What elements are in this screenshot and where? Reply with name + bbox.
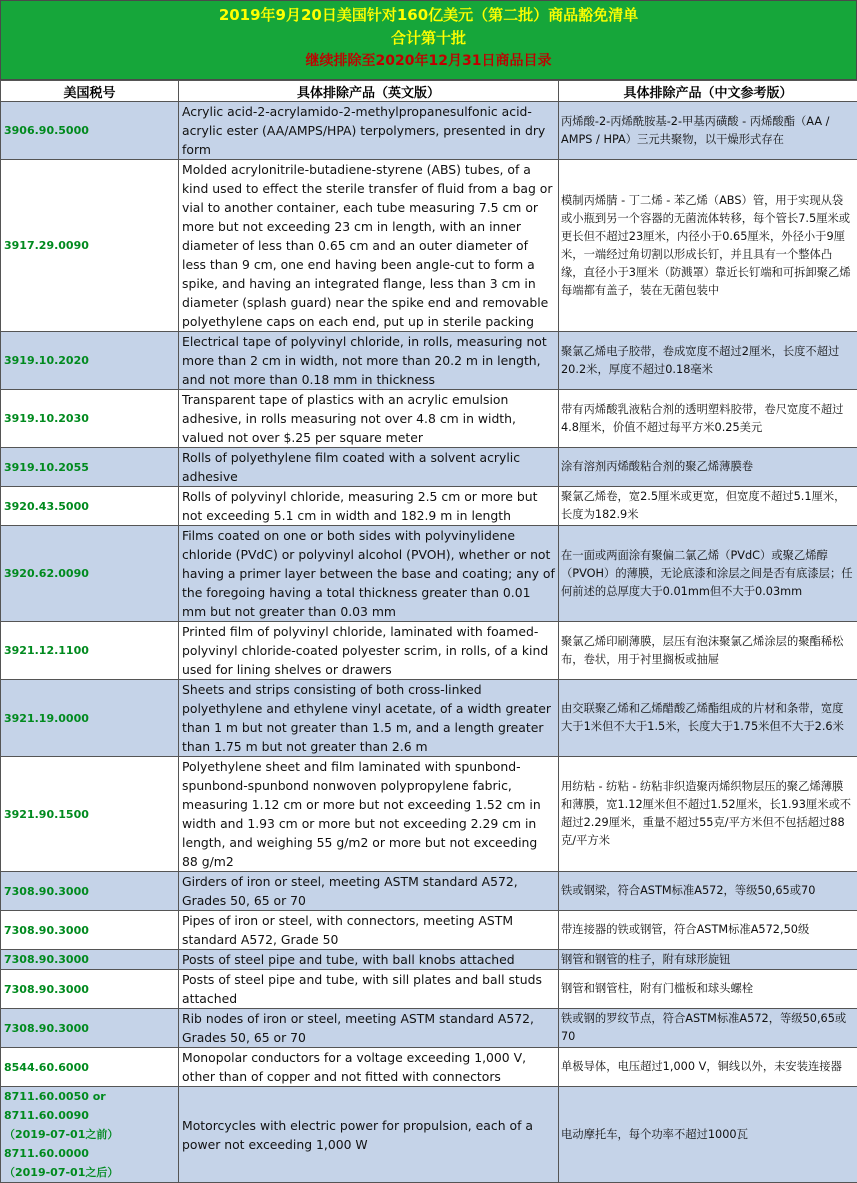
- tariff-code: 3920.62.0090: [4, 564, 175, 583]
- product-chinese-cell: 丙烯酸-2-丙烯酰胺基-2-甲基丙磺酸 - 丙烯酸酯（AA / AMPS / HPA）三元共聚物，以干燥形式存在: [559, 102, 857, 160]
- product-chinese-cell: 聚氯乙烯电子胶带，卷成宽度不超过2厘米，长度不超过20.2米，厚度不超过0.18毫米: [559, 332, 857, 390]
- product-chinese-cell: 电动摩托车，每个功率不超过1000瓦: [559, 1087, 857, 1183]
- tariff-code: 3917.29.0090: [4, 236, 175, 255]
- product-chinese-cell: 用纺粘 - 纺粘 - 纺粘非织造聚丙烯织物层压的聚乙烯薄膜和薄膜，宽1.12厘米但不超过1.52厘米，长1.93厘米或不超过2.29厘米，重量不超过55克/平方米但不包括超过88克/平方米: [559, 757, 857, 872]
- document-title: 2019年9月20日美国针对160亿美元（第二批）商品豁免清单: [1, 1, 856, 25]
- table-header-row: [1, 81, 857, 102]
- product-english-cell: Monopolar conductors for a voltage exceeding 1,000 V, other than of copper and not fitted with connectors: [179, 1048, 559, 1087]
- tariff-code-cell: [1, 680, 179, 757]
- product-english-cell: Acrylic acid-2-acrylamido-2-methylpropanesulfonic acid-acrylic ester (AA/AMPS/HPA) terpolymers, presented in dry form: [179, 102, 559, 160]
- tariff-code-cell: [1, 872, 179, 911]
- table-row: [1, 487, 857, 526]
- header-product-chinese: 具体排除产品（中文参考版）: [559, 81, 857, 102]
- tariff-code-cell: [1, 950, 179, 970]
- table-row: [1, 332, 857, 390]
- product-english-cell: Pipes of iron or steel, with connectors, meeting ASTM standard A572, Grade 50: [179, 911, 559, 950]
- table-body: [1, 102, 857, 1183]
- tariff-code-cell: [1, 332, 179, 390]
- product-english-cell: Motorcycles with electric power for propulsion, each of a power not exceeding 1,000 W: [179, 1087, 559, 1183]
- tariff-code-cell: [1, 526, 179, 622]
- tariff-code-cell: [1, 622, 179, 680]
- tariff-code-cell: [1, 757, 179, 872]
- tariff-code-cell: [1, 1087, 179, 1183]
- tariff-code: 3919.10.2030: [4, 409, 175, 428]
- tariff-code: 3920.43.5000: [4, 497, 175, 516]
- tariff-code: 7308.90.3000: [4, 980, 175, 999]
- product-english-cell: Rolls of polyvinyl chloride, measuring 2.5 cm or more but not exceeding 5.1 cm in width and 182.9 m in length: [179, 487, 559, 526]
- tariff-code: 3921.90.1500: [4, 805, 175, 824]
- table-row: [1, 160, 857, 332]
- tariff-code: 8544.60.6000: [4, 1058, 175, 1077]
- tariff-code: 3906.90.5000: [4, 121, 175, 140]
- tariff-code-cell: [1, 970, 179, 1009]
- tariff-code-cell: [1, 911, 179, 950]
- tariff-code: 8711.60.0000: [4, 1144, 175, 1163]
- product-english-cell: Posts of steel pipe and tube, with ball knobs attached: [179, 950, 559, 970]
- tariff-code-cell: [1, 448, 179, 487]
- product-chinese-cell: 模制丙烯腈 - 丁二烯 - 苯乙烯（ABS）管，用于实现从袋或小瓶到另一个容器的无菌流体转移，每个管长7.5厘米或更长但不超过23厘米，内径小于0.65厘米，外径小于9厘米，一端经过角切割以形成长钉，并且具有一个整体凸缘，直径小于3厘米（防溅罩）靠近长钉端和可拆卸聚乙烯每端都有盖子，装在无菌包装中: [559, 160, 857, 332]
- header-us-tariff-code: 美国税号: [1, 81, 179, 102]
- product-chinese-cell: 聚氯乙烯卷，宽2.5厘米或更宽，但宽度不超过5.1厘米，长度为182.9米: [559, 487, 857, 526]
- product-english-cell: Posts of steel pipe and tube, with sill plates and ball studs attached: [179, 970, 559, 1009]
- product-chinese-cell: 带连接器的铁或钢管，符合ASTM标准A572,50级: [559, 911, 857, 950]
- product-english-cell: Sheets and strips consisting of both cross-linked polyethylene and ethylene vinyl acetate, of a width greater than 1 m but not greater than 1.5 m, and a length greater than 1.75 m but not greater than 2.6 m: [179, 680, 559, 757]
- tariff-code: 7308.90.3000: [4, 950, 175, 969]
- tariff-code-cell: [1, 390, 179, 448]
- title-banner: [0, 0, 857, 80]
- product-chinese-cell: 单极导体，电压超过1,000 V，铜线以外，未安装连接器: [559, 1048, 857, 1087]
- product-chinese-cell: 铁或钢的罗纹节点，符合ASTM标准A572，等级50,65或70: [559, 1009, 857, 1048]
- table-row: [1, 1009, 857, 1048]
- tariff-code-cell: [1, 1048, 179, 1087]
- table-row: [1, 911, 857, 950]
- tariff-code: 3921.19.0000: [4, 709, 175, 728]
- table-row: [1, 102, 857, 160]
- exclusion-table: [0, 80, 857, 1183]
- table-row: [1, 1087, 857, 1183]
- table-row: [1, 680, 857, 757]
- tariff-code: 3921.12.1100: [4, 641, 175, 660]
- exclusion-note: 继续排除至2020年12月31日商品目录: [1, 51, 856, 71]
- table-row: [1, 448, 857, 487]
- table-row: [1, 872, 857, 911]
- tariff-code: 7308.90.3000: [4, 1019, 175, 1038]
- tariff-code: （2019-07-01之前）: [4, 1125, 175, 1144]
- product-chinese-cell: 钢管和钢管柱，附有门槛板和球头螺栓: [559, 970, 857, 1009]
- table-row: [1, 1048, 857, 1087]
- product-english-cell: Girders of iron or steel, meeting ASTM standard A572, Grades 50, 65 or 70: [179, 872, 559, 911]
- product-chinese-cell: 带有丙烯酸乳液粘合剂的透明塑料胶带，卷尺宽度不超过4.8厘米，价值不超过每平方米0.25美元: [559, 390, 857, 448]
- tariff-code-cell: [1, 160, 179, 332]
- tariff-code: （2019-07-01之后）: [4, 1163, 175, 1182]
- tariff-code-cell: [1, 102, 179, 160]
- product-chinese-cell: 由交联聚乙烯和乙烯醋酸乙烯酯组成的片材和条带，宽度大于1米但不大于1.5米，长度大于1.75米但不大于2.6米: [559, 680, 857, 757]
- table-row: [1, 757, 857, 872]
- product-chinese-cell: 钢管和钢管的柱子，附有球形旋钮: [559, 950, 857, 970]
- tariff-code: 7308.90.3000: [4, 921, 175, 940]
- product-chinese-cell: 铁或钢梁，符合ASTM标准A572，等级50,65或70: [559, 872, 857, 911]
- product-english-cell: Transparent tape of plastics with an acrylic emulsion adhesive, in rolls measuring not over 4.8 cm in width, valued not over $.25 per square meter: [179, 390, 559, 448]
- tariff-code: 7308.90.3000: [4, 882, 175, 901]
- table-row: [1, 950, 857, 970]
- product-english-cell: Printed film of polyvinyl chloride, laminated with foamed-polyvinyl chloride-coated polyester scrim, in rolls, of a kind used for lining shelves or drawers: [179, 622, 559, 680]
- product-english-cell: Molded acrylonitrile-butadiene-styrene (ABS) tubes, of a kind used to effect the sterile transfer of fluid from a bag or vial to another container, each tube measuring 7.5 cm or more but not exceeding 23 cm in length, with an inner diameter of less than 0.65 cm and an outer diameter of less than 9 cm, one end having been angle-cut to form a spike, and having an integrated flange, less than 3 cm in diameter (splash guard) near the spike end and removable polyethylene caps on each end, put up in sterile packing: [179, 160, 559, 332]
- product-english-cell: Films coated on one or both sides with polyvinylidene chloride (PVdC) or polyvinyl alcohol (PVOH), whether or not having a primer layer between the base and coating; any of the foregoing having a total thickness greater than 0.01 mm but not greater than 0.03 mm: [179, 526, 559, 622]
- product-english-cell: Polyethylene sheet and film laminated with spunbond-spunbond-spunbond nonwoven polypropylene fabric, measuring 1.12 cm or more but not exceeding 1.52 cm in width and 1.93 cm or more but not exceeding 2.29 cm in length, and weighing 55 g/m2 or more but not exceeding 88 g/m2: [179, 757, 559, 872]
- tariff-code: 8711.60.0050 or: [4, 1087, 175, 1106]
- product-english-cell: Rib nodes of iron or steel, meeting ASTM standard A572, Grades 50, 65 or 70: [179, 1009, 559, 1048]
- table-row: [1, 970, 857, 1009]
- product-chinese-cell: 在一面或两面涂有聚偏二氯乙烯（PVdC）或聚乙烯醇（PVOH）的薄膜，无论底漆和涂层之间是否有底漆层；任何前述的总厚度大于0.01mm但不大于0.03mm: [559, 526, 857, 622]
- table-row: [1, 526, 857, 622]
- tariff-code-cell: [1, 1009, 179, 1048]
- product-chinese-cell: 涂有溶剂丙烯酸粘合剂的聚乙烯薄膜卷: [559, 448, 857, 487]
- header-product-english: 具体排除产品（英文版）: [179, 81, 559, 102]
- table-row: [1, 390, 857, 448]
- tariff-code-cell: [1, 487, 179, 526]
- batch-subtitle: 合计第十批: [1, 25, 856, 51]
- tariff-code: 3919.10.2020: [4, 351, 175, 370]
- product-chinese-cell: 聚氯乙烯印刷薄膜，层压有泡沫聚氯乙烯涂层的聚酯稀松布，卷状，用于衬里搁板或抽屉: [559, 622, 857, 680]
- tariff-code: 8711.60.0090: [4, 1106, 175, 1125]
- table-row: [1, 622, 857, 680]
- product-english-cell: Rolls of polyethylene film coated with a solvent acrylic adhesive: [179, 448, 559, 487]
- tariff-code: 3919.10.2055: [4, 458, 175, 477]
- product-english-cell: Electrical tape of polyvinyl chloride, in rolls, measuring not more than 2 cm in width, not more than 20.2 m in length, and not more than 0.18 mm in thickness: [179, 332, 559, 390]
